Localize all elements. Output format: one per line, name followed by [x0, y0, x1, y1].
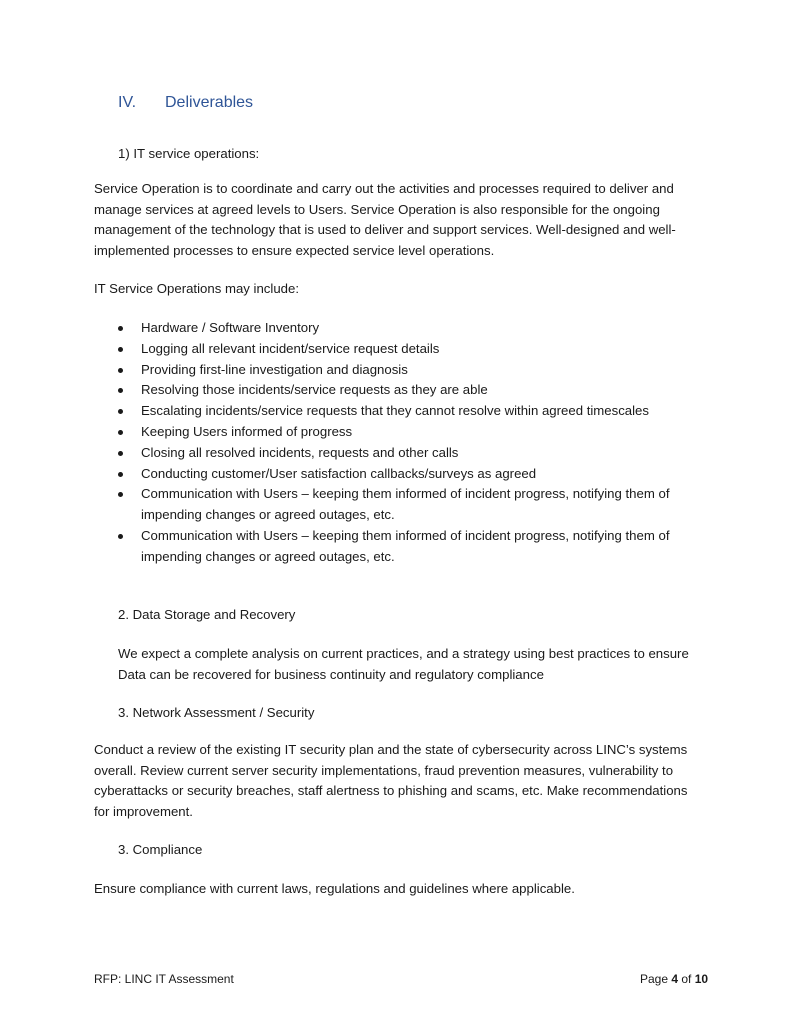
bullet-icon	[118, 492, 123, 497]
list-item: Providing first-line investigation and diagnosis	[118, 360, 708, 381]
network-subheading: 3. Network Assessment / Security	[118, 705, 315, 720]
footer-left: RFP: LINC IT Assessment	[94, 972, 234, 986]
bullet-icon	[118, 534, 123, 539]
section-number: IV.	[118, 94, 137, 111]
page-prefix: Page	[640, 972, 672, 986]
paragraph-line: overall. Review current server security implementations, fraud prevention measures, vulnerability to	[94, 762, 674, 778]
list-item: Resolving those incidents/service requests as they are able	[118, 380, 708, 401]
bullet-icon	[118, 347, 123, 352]
network-paragraph	[94, 740, 704, 822]
service-operations-list	[118, 318, 708, 568]
page-of: of	[678, 972, 695, 986]
compliance-paragraph: Ensure compliance with current laws, regulations and guidelines where applicable.	[94, 881, 575, 896]
data-storage-subheading: 2. Data Storage and Recovery	[118, 607, 296, 622]
bullet-icon	[118, 368, 123, 373]
paragraph-line: cyberattacks or security breaches, staff alertness to phishing and scams, etc. Make recommendations	[94, 783, 688, 798]
list-item: Escalating incidents/service requests that they cannot resolve within agreed timescales	[118, 401, 708, 422]
paragraph-line: management of the technology that is used to deliver and support services. Well-designed and well-	[94, 222, 676, 237]
bullet-icon	[118, 451, 123, 456]
list-item: Keeping Users informed of progress	[118, 422, 708, 443]
paragraph-line: Conduct a review of the existing IT security plan and the state of cybersecurity across LINC’s systems	[94, 742, 688, 757]
bullet-icon	[118, 326, 123, 331]
section-title: Deliverables	[165, 94, 254, 111]
paragraph-line: Service Operation is to coordinate and carry out the activities and processes required to deliver and	[94, 181, 674, 196]
bullet-icon	[118, 430, 123, 435]
it-service-paragraph	[94, 179, 704, 261]
section-heading	[118, 94, 418, 118]
compliance-subheading: 3. Compliance	[118, 842, 203, 857]
page-current: 4	[671, 972, 679, 986]
list-item: Communication with Users – keeping them informed of incident progress, notifying them of impending changes or agreed outages, etc.	[118, 484, 708, 526]
paragraph-line: We expect a complete analysis on current practices, and a strategy using best practices to ensure	[118, 646, 689, 661]
paragraph-line: implemented processes to ensure expected service level operations.	[94, 242, 495, 258]
data-storage-paragraph	[118, 644, 728, 685]
list-item: Hardware / Software Inventory	[118, 318, 708, 339]
include-intro: IT Service Operations may include:	[94, 281, 299, 296]
list-item: Conducting customer/User satisfaction callbacks/surveys as agreed	[118, 464, 708, 485]
list-item: Logging all relevant incident/service request details	[118, 339, 708, 360]
list-item: Communication with Users – keeping them informed of incident progress, notifying them of impending changes or agreed outages, etc.	[118, 526, 708, 568]
paragraph-line: manage services at agreed levels to Users. Service Operation is also responsible for the ongoing	[94, 201, 660, 217]
bullet-icon	[118, 472, 123, 477]
list-item: Closing all resolved incidents, requests and other calls	[118, 443, 708, 464]
page-total: 10	[694, 972, 709, 986]
bullet-icon	[118, 409, 123, 414]
paragraph-line: for improvement.	[94, 803, 193, 819]
it-service-subheading: 1) IT service operations:	[118, 146, 260, 161]
paragraph-line: Data can be recovered for business continuity and regulatory compliance	[118, 666, 544, 682]
page-number	[640, 972, 708, 986]
bullet-icon	[118, 388, 123, 393]
